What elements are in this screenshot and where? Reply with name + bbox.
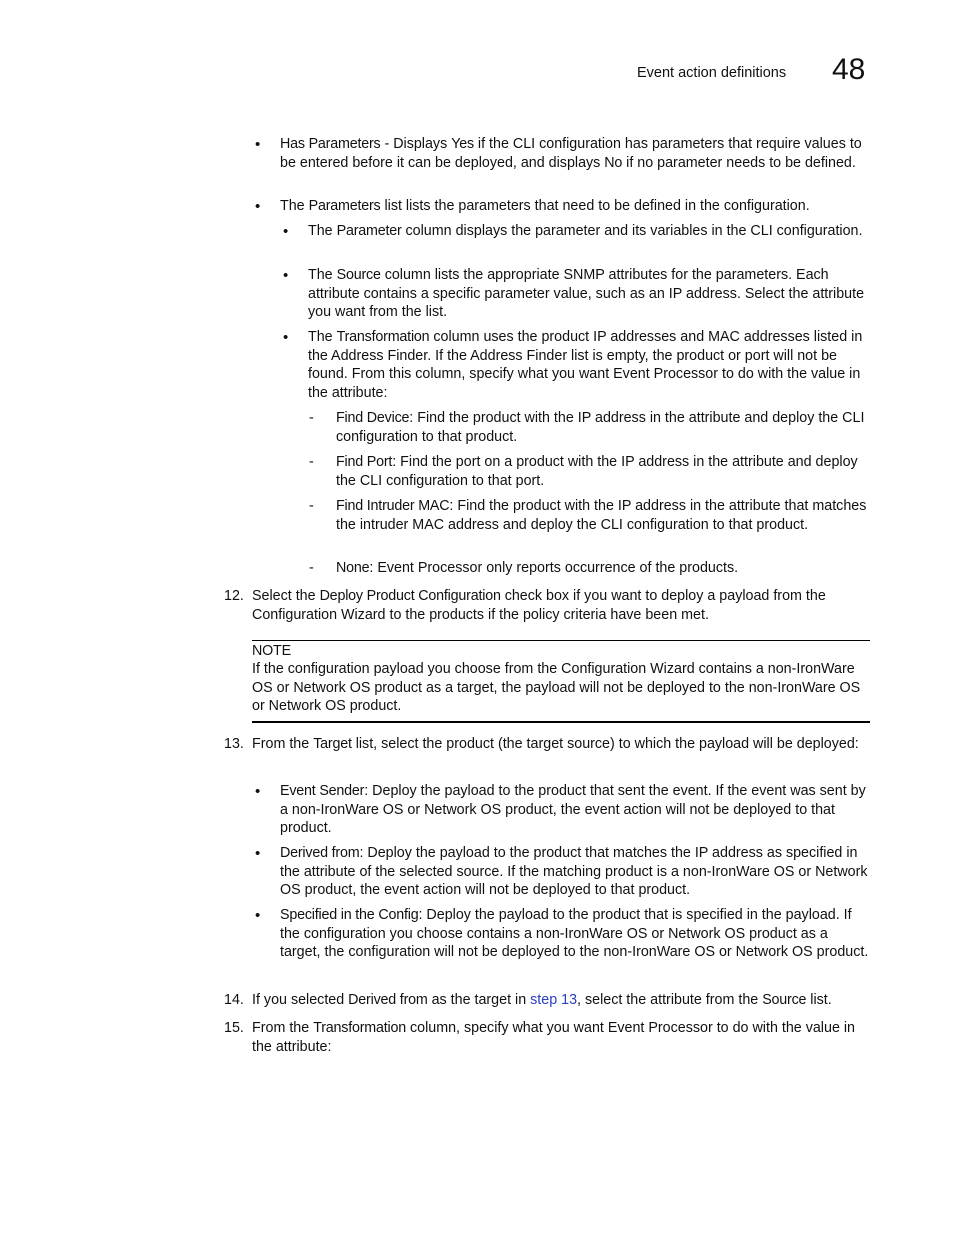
dash-find-device: [336, 409, 870, 446]
step-13: [252, 735, 870, 754]
text: , select the attribute from the: [577, 992, 763, 1008]
term: No: [604, 154, 623, 171]
term: Transformation: [313, 1020, 406, 1036]
bullet-icon: •: [255, 783, 261, 800]
term: Find Port: [336, 454, 393, 470]
text: if no parameter needs to be defined.: [622, 154, 856, 171]
step-15: [252, 1019, 870, 1056]
term: None: [336, 560, 370, 576]
text: The: [308, 329, 337, 345]
text: as the target in: [427, 992, 531, 1008]
dash-find-intruder-mac: [336, 497, 870, 534]
dash-marker: -: [309, 560, 314, 576]
step-12: [252, 587, 870, 624]
note-top-rule: [252, 640, 870, 641]
sub-bullet-parameter: [308, 222, 870, 241]
text: : Event Processor only reports occurrence of the products.: [369, 560, 739, 576]
bullet-icon: •: [255, 845, 261, 862]
text: list lists the parameters that need to be defined in the configuration.: [380, 198, 810, 214]
text: : Find the port on a product with the IP address in the attribute and deploy the CLI configuration to that port.: [336, 454, 858, 489]
text: : Deploy the payload to the product that matches the IP address as specified in the attribute of the selected source. If the matching product is a non-IronWare OS or Network OS product, the event action will not be deployed to that product.: [280, 845, 868, 899]
step-number: 14.: [224, 992, 244, 1008]
sub-bullet-source: [308, 266, 870, 322]
term: Specified in the Config: [280, 907, 419, 923]
bullet-icon: •: [283, 329, 289, 346]
text: : Find the product with the IP address in the attribute that matches the intruder MAC address and deploy the CLI configuration to that product.: [336, 498, 867, 533]
term: Transformation: [336, 329, 430, 345]
text: column, specify what you want Event Processor to do with the value in the attribute:: [252, 1020, 855, 1055]
term: Derived from: [280, 845, 360, 861]
term: Yes: [451, 136, 474, 152]
step-13-link[interactable]: step 13: [530, 992, 578, 1008]
sub-bullet-transformation: [308, 328, 870, 402]
text: : Deploy the payload to the product that is specified in the payload. If the configuration you choose contains a non-IronWare OS or Network OS product as a target, the configuration will not be deployed to the non-IronWare OS or Network OS product.: [280, 907, 869, 961]
text: The: [280, 198, 309, 214]
step-14: [252, 991, 870, 1010]
step-number: 12.: [224, 588, 244, 604]
text: column lists the appropriate SNMP attributes for the parameters. Each attribute contains a specific parameter value, such as an IP address. Select the attribute you want from the list.: [308, 267, 865, 321]
text: if the CLI configuration has parameters that require values to be entered before it can be deployed, and displays: [280, 136, 862, 171]
term: Source: [762, 992, 807, 1008]
bullet-icon: •: [255, 198, 261, 215]
text: : Deploy the payload to the product that sent the event. If the event was sent by a non-IronWare OS or Network OS product, the event action will not be deployed to that product.: [280, 783, 866, 837]
text: column displays the parameter and its variables in the CLI configuration.: [401, 223, 863, 239]
note-label: NOTE: [252, 643, 291, 659]
dash-marker: -: [309, 410, 314, 426]
term: Parameter: [336, 223, 402, 239]
bullet-event-sender: [280, 782, 870, 838]
step-number: 15.: [224, 1020, 244, 1036]
bullet-icon: •: [255, 907, 261, 924]
note-bottom-rule: [252, 721, 870, 723]
note-text: If the configuration payload you choose from the Configuration Wizard contains a non-IronWare OS or Network OS product as a target, the payload will not be deployed to the non-IronWare OS or Network OS product.: [252, 661, 861, 715]
text: check box if you want to deploy a payload from the Configuration Wizard to the products if the policy criteria have been met.: [252, 588, 826, 623]
bullet-parameters: [280, 197, 870, 216]
text: From the: [252, 736, 314, 752]
bullet-derived-from: [280, 844, 870, 900]
text: list.: [806, 992, 832, 1008]
term: Source: [336, 267, 381, 283]
step-number: 13.: [224, 736, 244, 752]
bullet-has-parameters: [280, 135, 870, 172]
text: If you selected: [252, 992, 349, 1008]
text: Select the: [252, 588, 320, 604]
term: Deploy Product Configuration: [319, 588, 501, 604]
text: column uses the product IP addresses and MAC addresses listed in the Address Finder. If the Address Finder list is empty, the product or port will not be found. From this column, specify what you want Event Processor to do with the value in the attribute:: [308, 329, 863, 401]
dash-none: [336, 559, 870, 578]
term: Derived from: [348, 992, 428, 1008]
bullet-icon: •: [283, 267, 289, 284]
term: Target: [313, 736, 352, 752]
term: Parameters: [308, 198, 381, 214]
text: The: [308, 223, 337, 239]
term: Has Parameters: [280, 136, 381, 152]
text: list, select the product (the target source) to which the payload will be deployed:: [351, 736, 859, 752]
bullet-specified-in-config: [280, 906, 870, 962]
term: Find Intruder MAC: [336, 498, 450, 514]
text: : Find the product with the IP address in the attribute and deploy the CLI configuration to that product.: [336, 410, 865, 445]
chapter-number: 48: [832, 53, 866, 86]
text: - Displays: [380, 136, 452, 152]
term: Event Sender: [280, 783, 365, 799]
section-title: Event action definitions: [637, 65, 787, 81]
bullet-icon: •: [283, 223, 289, 240]
dash-find-port: [336, 453, 870, 490]
bullet-icon: •: [255, 136, 261, 153]
text: The: [308, 267, 337, 283]
dash-marker: -: [309, 498, 314, 514]
dash-marker: -: [309, 454, 314, 470]
term: Find Device: [336, 410, 410, 426]
text: From the: [252, 1020, 314, 1036]
